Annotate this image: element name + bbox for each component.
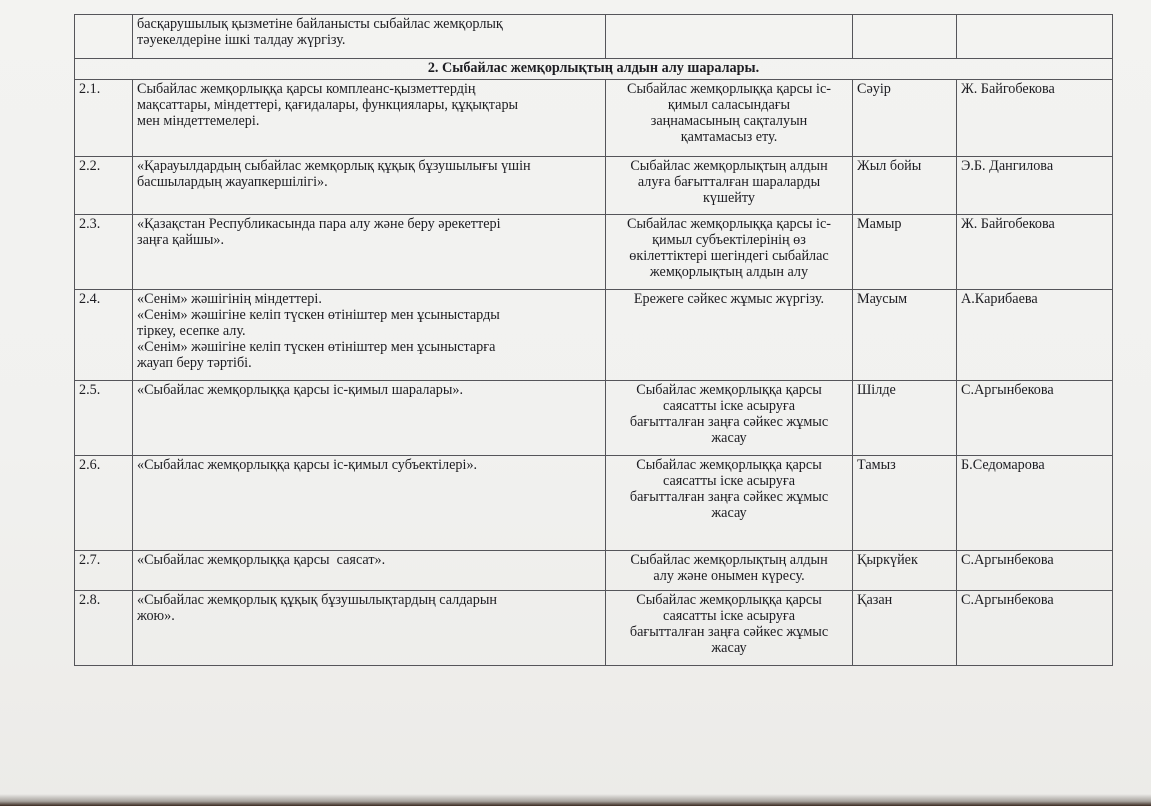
goal-line: Сыбайлас жемқорлыққа қарсы іс- xyxy=(627,216,831,232)
topic-cell xyxy=(133,381,606,456)
topic-cell xyxy=(133,551,606,591)
goal-line: саясатты іске асыруға xyxy=(662,398,796,414)
goal-line: Сыбайлас жемқорлыққа қарсы xyxy=(636,457,822,473)
responsible-cell: С.Аргынбекова xyxy=(957,381,1113,456)
goal-line: бағытталған заңға сәйкес жұмыс xyxy=(629,489,829,505)
row-number: 2.8. xyxy=(75,591,133,666)
table-row xyxy=(75,157,1113,215)
responsible-cell: Ж. Байгобекова xyxy=(957,80,1113,157)
row-number: 2.4. xyxy=(75,290,133,381)
term-cell: Жыл бойы xyxy=(853,157,957,215)
topic-cell xyxy=(133,290,606,381)
section-header-row xyxy=(75,59,1113,80)
topic-line: тіркеу, есепке алу. xyxy=(137,323,246,339)
section-title: 2. Сыбайлас жемқорлықтың алдын алу шаралары. xyxy=(75,59,1113,80)
topic-line: басқарушылық қызметіне байланысты сыбайлас жемқорлық xyxy=(137,16,503,32)
row-number: 2.7. xyxy=(75,551,133,591)
goal-line: жемқорлықтың алдын алу xyxy=(649,264,809,280)
responsible-cell xyxy=(957,15,1113,59)
goal-line: Сыбайлас жемқорлыққа қарсы xyxy=(636,382,822,398)
topic-cell xyxy=(133,591,606,666)
row-number: 2.1. xyxy=(75,80,133,157)
goal-line: саясатты іске асыруға xyxy=(662,473,796,489)
goal-cell xyxy=(606,15,853,59)
term-cell: Қазан xyxy=(853,591,957,666)
goal-line: саясатты іске асыруға xyxy=(662,608,796,624)
goal-line: Сыбайлас жемқорлықтың алдын xyxy=(630,158,828,174)
topic-line: «Сенім» жәшігіне келіп түскен өтініштер мен ұсыныстарға xyxy=(137,339,496,355)
goal-cell xyxy=(606,80,853,157)
action-plan-table xyxy=(74,14,1113,666)
goal-line: жасау xyxy=(711,505,747,521)
responsible-cell: Э.Б. Дангилова xyxy=(957,157,1113,215)
table-row xyxy=(75,215,1113,290)
page-edge-shadow xyxy=(0,794,1151,806)
topic-cell xyxy=(133,15,606,59)
table-row-continuation xyxy=(75,15,1113,59)
topic-line: «Сенім» жәшігінің міндеттері. xyxy=(137,291,322,307)
row-number: 2.3. xyxy=(75,215,133,290)
topic-line: жауап беру тәртібі. xyxy=(137,355,252,371)
table-row xyxy=(75,290,1113,381)
responsible-cell: А.Карибаева xyxy=(957,290,1113,381)
term-cell: Шілде xyxy=(853,381,957,456)
topic-line: Сыбайлас жемқорлыққа қарсы комплеанс-қызметтердің xyxy=(137,81,476,97)
goal-line: Сыбайлас жемқорлыққа қарсы іс- xyxy=(627,81,831,97)
goal-cell xyxy=(606,215,853,290)
topic-line: тәуекелдеріне ішкі талдау жүргізу. xyxy=(137,32,346,48)
topic-line: заңға қайшы». xyxy=(137,232,225,248)
topic-cell xyxy=(133,456,606,551)
goal-cell xyxy=(606,456,853,551)
topic-line: «Сыбайлас жемқорлыққа қарсы саясат». xyxy=(137,552,386,568)
goal-line: Сыбайлас жемқорлықтың алдын xyxy=(630,552,828,568)
table-row xyxy=(75,381,1113,456)
responsible-cell: С.Аргынбекова xyxy=(957,591,1113,666)
goal-cell xyxy=(606,157,853,215)
row-number-cell xyxy=(75,15,133,59)
topic-line: «Сыбайлас жемқорлық құқық бұзушылықтардың салдарын xyxy=(137,592,497,608)
row-number: 2.2. xyxy=(75,157,133,215)
term-cell: Мамыр xyxy=(853,215,957,290)
goal-line: қимыл саласындағы xyxy=(667,97,791,113)
goal-line: Ережеге сәйкес жұмыс жүргізу. xyxy=(633,291,825,307)
goal-line: қамтамасыз ету. xyxy=(680,129,778,145)
topic-cell xyxy=(133,157,606,215)
goal-line: қимыл субъектілерінің өз xyxy=(652,232,806,248)
goal-cell xyxy=(606,551,853,591)
term-cell: Сәуір xyxy=(853,80,957,157)
term-cell: Қыркүйек xyxy=(853,551,957,591)
goal-cell xyxy=(606,290,853,381)
topic-line: «Сенім» жәшігіне келіп түскен өтініштер мен ұсыныстарды xyxy=(137,307,500,323)
topic-line: «Сыбайлас жемқорлыққа қарсы іс-қимыл шаралары». xyxy=(137,382,464,398)
topic-line: мақсаттары, міндеттері, қағидалары, функциялары, құқықтары xyxy=(137,97,519,113)
topic-line: мен міндеттемелері. xyxy=(137,113,260,129)
goal-line: өкілеттіктері шегіндегі сыбайлас xyxy=(629,248,829,264)
goal-line: жасау xyxy=(711,640,747,656)
goal-line: алуға бағытталған шараларды xyxy=(637,174,821,190)
goal-line: жасау xyxy=(711,430,747,446)
table-row xyxy=(75,591,1113,666)
row-number: 2.6. xyxy=(75,456,133,551)
table-row xyxy=(75,551,1113,591)
row-number: 2.5. xyxy=(75,381,133,456)
responsible-cell: Б.Седомарова xyxy=(957,456,1113,551)
topic-line: басшылардың жауапкершілігі». xyxy=(137,174,328,190)
topic-cell xyxy=(133,80,606,157)
topic-line: «Сыбайлас жемқорлыққа қарсы іс-қимыл субъектілері». xyxy=(137,457,478,473)
goal-line: бағытталған заңға сәйкес жұмыс xyxy=(629,414,829,430)
term-cell: Тамыз xyxy=(853,456,957,551)
goal-line: заңнамасының сақталуын xyxy=(650,113,808,129)
topic-cell xyxy=(133,215,606,290)
table-row xyxy=(75,80,1113,157)
responsible-cell: С.Аргынбекова xyxy=(957,551,1113,591)
topic-line: «Қарауылдардың сыбайлас жемқорлық құқық бұзушылығы үшін xyxy=(137,158,531,174)
term-cell xyxy=(853,15,957,59)
goal-cell xyxy=(606,591,853,666)
goal-line: алу және онымен күресу. xyxy=(653,568,805,584)
goal-cell xyxy=(606,381,853,456)
goal-line: күшейту xyxy=(703,190,755,206)
term-cell: Маусым xyxy=(853,290,957,381)
responsible-cell: Ж. Байгобекова xyxy=(957,215,1113,290)
topic-line: жою». xyxy=(137,608,175,624)
topic-line: «Қазақстан Республикасында пара алу және беру әрекеттері xyxy=(137,216,501,232)
goal-line: Сыбайлас жемқорлыққа қарсы xyxy=(636,592,822,608)
goal-line: бағытталған заңға сәйкес жұмыс xyxy=(629,624,829,640)
table-row xyxy=(75,456,1113,551)
